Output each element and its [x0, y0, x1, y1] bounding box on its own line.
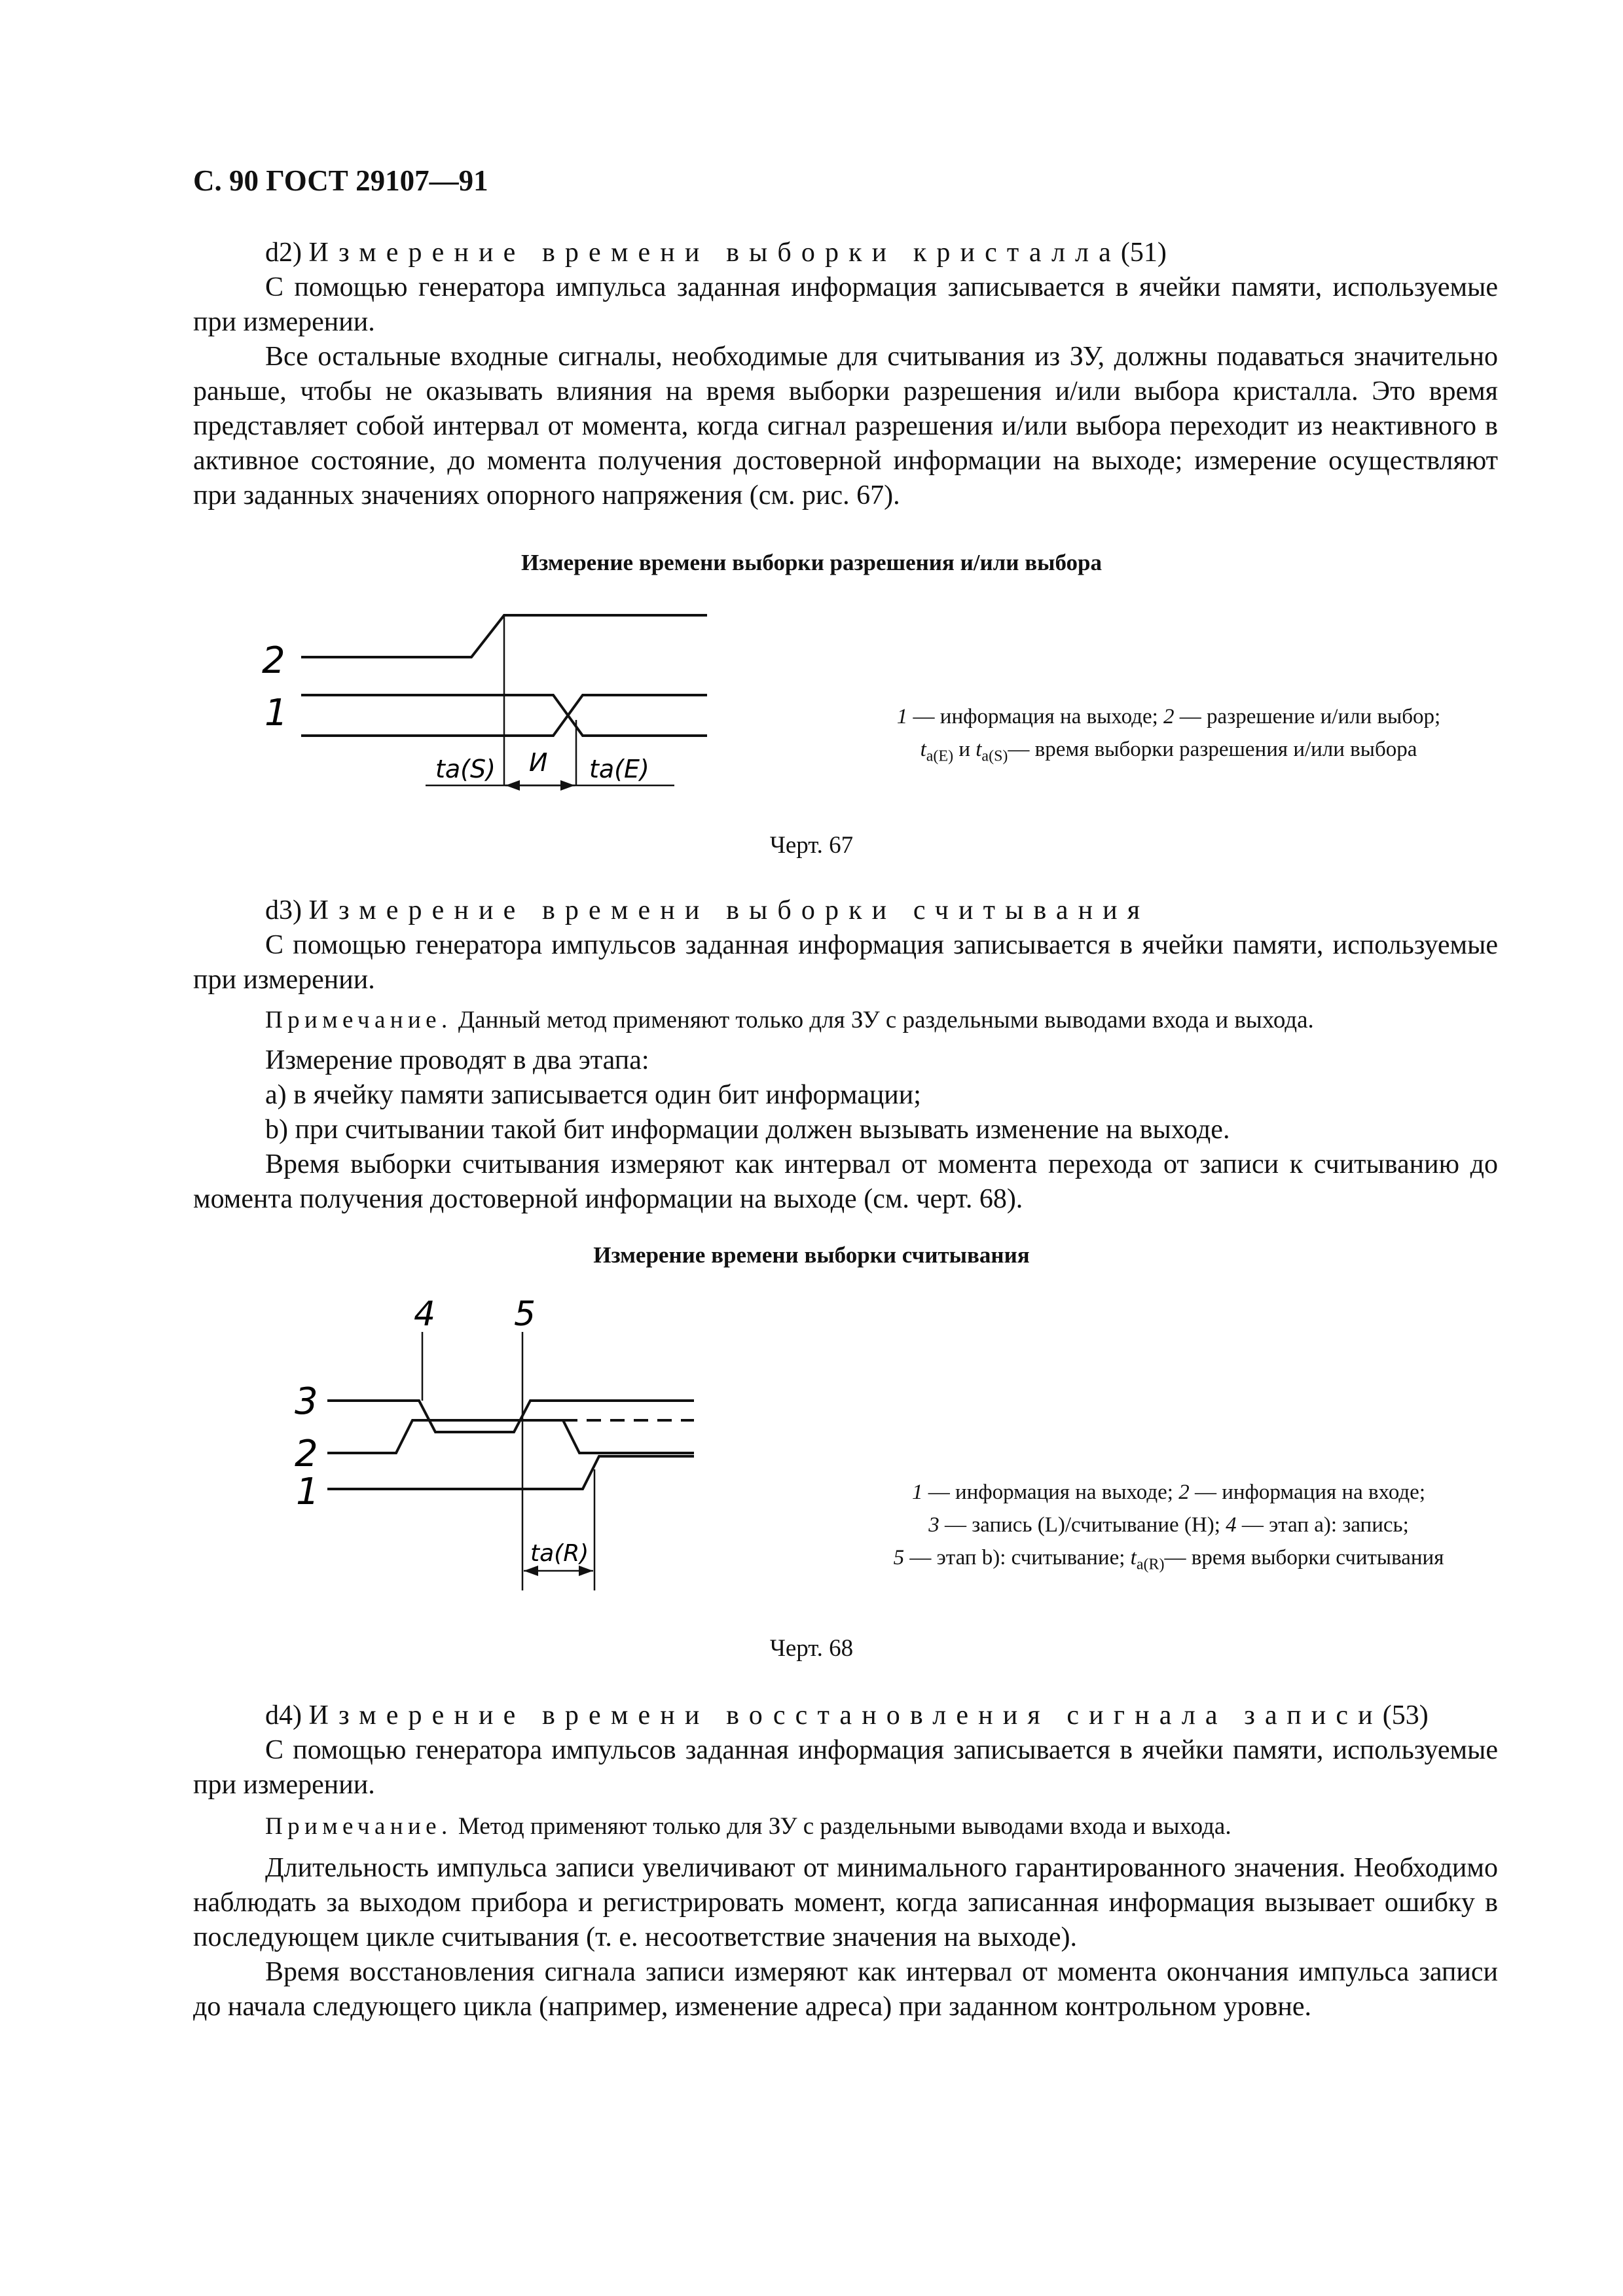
- list-item: a) в ячейку памяти записывается один бит информации;: [265, 1080, 921, 1110]
- section-heading: [193, 893, 1498, 928]
- paragraph: Длительность импульса записи увеличивают от минимального гарантированного значения. Необходимо наблюдать за выходом прибора и регистрировать момент, когда записанная информация вызывает ошибку в последующем цикле считывания (т. е. несоответствие значения на выходе).: [193, 1853, 1498, 1952]
- figure-68-title: Измерение времени выборки считывания: [593, 1242, 1030, 1268]
- signal-2-label: 2: [295, 1433, 318, 1475]
- signal-1-label: 1: [296, 1471, 319, 1513]
- section-number: d3): [265, 895, 302, 925]
- section-number: d2): [265, 238, 302, 268]
- marker-5-label: 5: [514, 1295, 536, 1334]
- signal-2-label: 2: [262, 639, 285, 682]
- paragraph: Время выборки считывания измеряют как интервал от момента перехода от записи к считыванию до момента получения достоверной информации на выходе (см. черт. 68).: [193, 1149, 1498, 1214]
- figure-68-legend: [831, 1476, 1506, 1581]
- list-item: b) при считывании такой бит информации должен вызывать изменение на выходе.: [265, 1115, 1230, 1145]
- legend-line: 3 — запись (L)/считывание (H); 4 — этап а): запись;: [928, 1513, 1409, 1537]
- section-d3: [193, 893, 1498, 1217]
- section-d2: [193, 236, 1498, 513]
- note: Примечание. Метод применяют только для ЗУ с раздельными выводами входа и выхода.: [265, 1813, 1231, 1840]
- arrow-head-right: [560, 780, 575, 791]
- legend-line: $t_{a(E)}$ и $t_{a(S)}—$ время выборки разрешения и/или выбора: [920, 738, 1417, 765]
- signal-2-waveform: [327, 1420, 694, 1453]
- marker-4-label: 4: [414, 1295, 436, 1334]
- ta-e-label: ta(E): [589, 755, 649, 783]
- signal-1-waveform: [327, 1456, 694, 1489]
- arrow-head-right: [579, 1566, 593, 1576]
- figure-67-title: Измерение времени выборки разрешения и/или выбора: [521, 550, 1102, 575]
- ta-s-label: ta(S): [435, 755, 496, 783]
- paragraph: С помощью генератора импульсов заданная информация записывается в ячейки памяти, используемые при измерении.: [193, 930, 1498, 995]
- paragraph: Все остальные входные сигналы, необходимые для считывания из ЗУ, должны подаваться значительно раньше, чтобы не оказывать влияния на время выборки разрешения и/или выбора кристалла. Это время представляет собой интервал от момента, когда сигнал разрешения и/или выбора переходит из неактивного в активное состояние, до момента получения достоверной информации на выходе; измерение осуществляют при заданных значениях опорного напряжения (см. рис. 67).: [193, 342, 1498, 511]
- paragraph: С помощью генератора импульсов заданная информация записывается в ячейки памяти, используемые при измерении.: [193, 1735, 1498, 1800]
- legend-line: 5 — этап b): считывание; $t_{a(R)}—$ время выборки считывания: [893, 1546, 1444, 1573]
- paragraph: Время восстановления сигнала записи измеряют как интервал от момента окончания импульса записи до начала следующего цикла (например, изменение адреса) при заданном контрольном уровне.: [193, 1957, 1498, 2022]
- section-ref: (53): [1382, 1700, 1429, 1731]
- figure-67-legend: [831, 700, 1506, 773]
- section-title: Измерение времени восстановления сигнала записи: [308, 1700, 1383, 1731]
- paragraph: Измерение проводят в два этапа:: [265, 1045, 649, 1075]
- page-header: С. 90 ГОСТ 29107—91: [193, 164, 488, 197]
- arrow-head-left: [524, 1566, 538, 1576]
- legend-line: 1 — информация на выходе; 2 — разрешение и/или выбор;: [896, 705, 1441, 728]
- section-d4: [193, 1698, 1498, 2024]
- section-heading: [193, 236, 1498, 270]
- figure-67-caption: Черт. 67: [769, 832, 854, 859]
- signal-3-waveform: [327, 1401, 694, 1432]
- section-number: d4): [265, 1700, 302, 1731]
- figure-67-diagram: [249, 596, 746, 812]
- section-heading: [193, 1698, 1498, 1733]
- section-title: Измерение времени выборки считывания: [308, 895, 1150, 925]
- note: Примечание. Данный метод применяют только для ЗУ с раздельными выводами входа и выхода.: [265, 1007, 1314, 1033]
- figure-68-diagram: [275, 1283, 733, 1617]
- legend-line: 1 — информация на выходе; 2 — информация на входе;: [911, 1480, 1425, 1504]
- signal-1-label: 1: [264, 692, 288, 734]
- arrow-head-left: [505, 780, 520, 791]
- paragraph: С помощью генератора импульса заданная информация записывается в ячейки памяти, используемые при измерении.: [193, 272, 1498, 337]
- figure-68-caption: Черт. 68: [769, 1635, 854, 1662]
- ta-r-label: ta(R): [530, 1540, 589, 1567]
- section-ref: (51): [1120, 238, 1167, 268]
- i-label: И: [529, 748, 548, 777]
- signal-3-label: 3: [295, 1380, 318, 1423]
- section-title: Измерение времени выборки кристалла: [308, 238, 1121, 268]
